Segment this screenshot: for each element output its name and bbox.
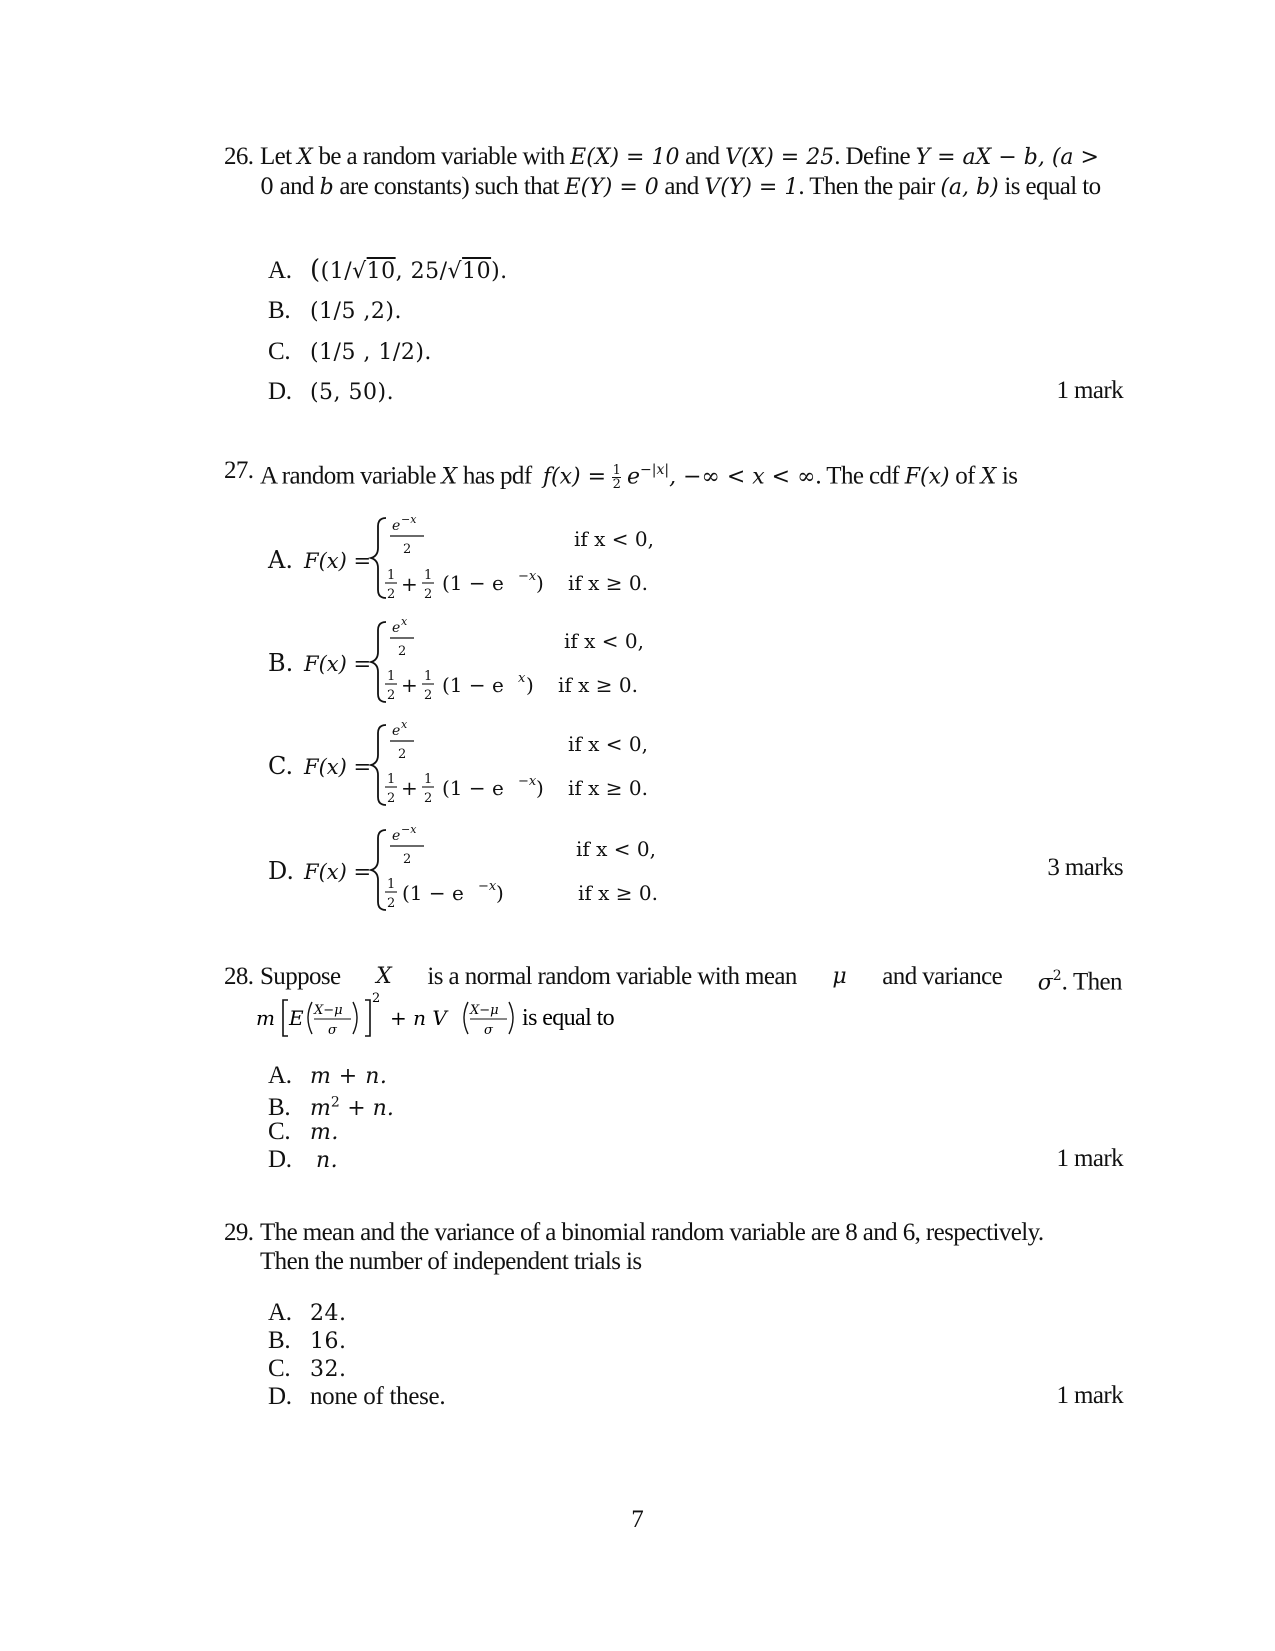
option-label: C. xyxy=(268,752,294,780)
option-lhs: F(x) = xyxy=(304,860,372,884)
option-value: m. xyxy=(309,1120,339,1145)
option-label: D. xyxy=(268,857,295,885)
expectation-formula xyxy=(256,988,676,1044)
svg-text:2: 2 xyxy=(387,896,396,911)
svg-text:is equal to: is equal to xyxy=(522,1005,615,1031)
option-label: A. xyxy=(268,546,293,574)
option-c[interactable] xyxy=(268,1354,346,1384)
option-b[interactable] xyxy=(268,296,402,326)
question-stem: The mean and the variance of a binomial random variable are 8 and 6, respectively. Then the number of independent trials is xyxy=(260,1219,1044,1275)
question-stem: Let X be a random variable with E(X) = 10 and V(X) = 25. Define Y = aX − b, (a > 0 and b are constants) such that E(Y) = 0 and V(Y) = 1. Then the pair (a, b) is equal to xyxy=(260,143,1101,200)
option-d[interactable] xyxy=(268,377,394,407)
marks-label: 1 mark xyxy=(1056,377,1123,404)
option-value: 32. xyxy=(309,1357,347,1382)
piecewise-formula xyxy=(268,717,688,813)
option-c[interactable] xyxy=(268,717,688,818)
marks-label: 1 mark xyxy=(1056,1145,1123,1172)
option-lhs: F(x) = xyxy=(304,549,372,573)
svg-text:2: 2 xyxy=(387,688,396,703)
svg-text:): ) xyxy=(496,881,504,905)
svg-text:(1 − e: (1 − e xyxy=(442,571,504,595)
option-value: (1/5 ,2). xyxy=(309,299,403,324)
svg-text:−x: −x xyxy=(518,569,537,584)
question-26 xyxy=(224,142,1124,202)
option-a[interactable] xyxy=(268,510,688,611)
option-label: B. xyxy=(268,1094,291,1122)
question-27 xyxy=(224,456,1124,491)
svg-text:if x ≥ 0.: if x ≥ 0. xyxy=(578,881,658,905)
svg-text:e: e xyxy=(392,828,401,844)
svg-text:2: 2 xyxy=(398,747,407,762)
svg-text:): ) xyxy=(536,776,544,800)
svg-text:e: e xyxy=(392,620,401,636)
option-lhs: F(x) = xyxy=(304,755,372,779)
question-number: 29. xyxy=(224,1219,254,1246)
svg-text:1: 1 xyxy=(387,877,396,892)
question-number: 27. xyxy=(224,457,254,484)
svg-text:2: 2 xyxy=(424,688,433,703)
option-value: (5, 50). xyxy=(309,380,395,405)
left-brace xyxy=(371,830,386,910)
svg-text:+: + xyxy=(401,673,418,697)
option-c[interactable] xyxy=(268,1117,339,1147)
svg-text:2: 2 xyxy=(424,791,433,806)
svg-text:+ n V: + n V xyxy=(390,1006,447,1030)
piecewise-formula xyxy=(268,510,688,606)
piecewise-formula xyxy=(268,614,688,710)
option-lhs: F(x) = xyxy=(304,652,372,676)
option-value: ((1/√10, 25/√10). xyxy=(309,255,508,285)
svg-text:−x: −x xyxy=(401,823,417,836)
left-brace xyxy=(371,518,386,598)
svg-text:σ: σ xyxy=(484,1023,493,1038)
option-a[interactable] xyxy=(268,1061,387,1091)
svg-text:2: 2 xyxy=(387,587,396,602)
question-stem: Suppose X is a normal random variable with mean μ and variance $\sigma^2$. Then xyxy=(260,963,1122,996)
svg-text:if x < 0,: if x < 0, xyxy=(568,732,648,756)
svg-text:+: + xyxy=(401,572,418,596)
svg-text:−x: −x xyxy=(478,879,497,894)
svg-text:1: 1 xyxy=(424,772,433,787)
svg-text:e: e xyxy=(392,723,401,739)
option-label: A. xyxy=(268,257,292,284)
svg-text:2: 2 xyxy=(398,644,407,659)
question-stem: A random variable X has pdf f(x) = $\frac{1}{2}$ $e^{-|x|}$, −∞ < x < ∞. The cdf F(x) of X is xyxy=(260,462,1018,493)
question-28-expression xyxy=(256,988,676,1049)
svg-text:(1 − e: (1 − e xyxy=(442,776,504,800)
question-29 xyxy=(224,1218,1124,1276)
option-label: B. xyxy=(268,1327,291,1354)
svg-text:1: 1 xyxy=(387,669,396,684)
option-label: D. xyxy=(268,1383,292,1410)
option-value: $m^2 + n$. xyxy=(309,1095,394,1122)
option-label: A. xyxy=(268,1299,292,1326)
option-d[interactable] xyxy=(268,1382,445,1411)
svg-text:if x < 0,: if x < 0, xyxy=(574,527,654,551)
svg-text:(1 − e: (1 − e xyxy=(442,673,504,697)
fraction-half: $\frac{1}{2}$ xyxy=(612,463,621,493)
svg-text:if x ≥ 0.: if x ≥ 0. xyxy=(558,673,638,697)
page-number: 7 xyxy=(631,1506,644,1533)
svg-text:e: e xyxy=(392,518,401,534)
question-number: 28. xyxy=(224,963,254,990)
option-c[interactable] xyxy=(268,337,432,367)
option-a[interactable] xyxy=(268,256,508,286)
svg-text:1: 1 xyxy=(424,568,433,583)
svg-text:if x < 0,: if x < 0, xyxy=(564,629,644,653)
svg-text:2: 2 xyxy=(403,852,412,867)
piecewise-formula xyxy=(268,822,688,918)
svg-text:x: x xyxy=(401,615,408,628)
svg-text:if x ≥ 0.: if x ≥ 0. xyxy=(568,776,648,800)
svg-text:E: E xyxy=(289,1006,304,1030)
option-value: m + n. xyxy=(309,1064,388,1089)
svg-text:x: x xyxy=(518,671,526,686)
option-d[interactable] xyxy=(268,822,688,923)
svg-text:1: 1 xyxy=(387,568,396,583)
svg-text:): ) xyxy=(536,571,544,595)
option-label: D. xyxy=(268,1146,292,1173)
svg-text:(1 − e: (1 − e xyxy=(402,881,464,905)
option-label: B. xyxy=(268,297,291,324)
option-label: B. xyxy=(268,649,294,677)
svg-text:+: + xyxy=(401,776,418,800)
option-value: 16. xyxy=(309,1329,347,1354)
svg-text:X−μ: X−μ xyxy=(314,1003,343,1018)
svg-text:σ: σ xyxy=(328,1023,337,1038)
left-brace xyxy=(371,725,386,805)
left-brace xyxy=(371,622,386,702)
option-label: D. xyxy=(268,378,292,405)
svg-text:2: 2 xyxy=(424,587,433,602)
question-number: 26. xyxy=(224,143,254,170)
marks-label: 3 marks xyxy=(1047,854,1123,881)
svg-text:X−μ: X−μ xyxy=(470,1003,499,1018)
option-label: C. xyxy=(268,338,291,365)
svg-text:−x: −x xyxy=(518,774,537,789)
option-label: C. xyxy=(268,1355,291,1382)
option-value: n. xyxy=(315,1148,339,1173)
svg-text:2: 2 xyxy=(372,991,381,1006)
option-d[interactable] xyxy=(268,1145,338,1175)
option-a[interactable] xyxy=(268,1298,346,1328)
option-value: none of these. xyxy=(309,1383,446,1410)
option-value: 24. xyxy=(309,1301,347,1326)
svg-text:): ) xyxy=(526,673,534,697)
marks-label: 1 mark xyxy=(1056,1382,1123,1409)
option-b[interactable] xyxy=(268,1326,346,1356)
svg-text:1: 1 xyxy=(387,772,396,787)
svg-text:if x < 0,: if x < 0, xyxy=(576,837,656,861)
svg-text:x: x xyxy=(401,718,408,731)
svg-text:−x: −x xyxy=(401,513,417,526)
option-label: C. xyxy=(268,1118,291,1145)
svg-text:m: m xyxy=(256,1006,275,1030)
svg-text:2: 2 xyxy=(387,791,396,806)
svg-text:1: 1 xyxy=(424,669,433,684)
option-label: A. xyxy=(268,1062,292,1089)
option-value: (1/5 , 1/2). xyxy=(309,340,432,365)
option-b[interactable] xyxy=(268,614,688,715)
svg-text:if x ≥ 0.: if x ≥ 0. xyxy=(568,571,648,595)
svg-text:2: 2 xyxy=(403,542,412,557)
